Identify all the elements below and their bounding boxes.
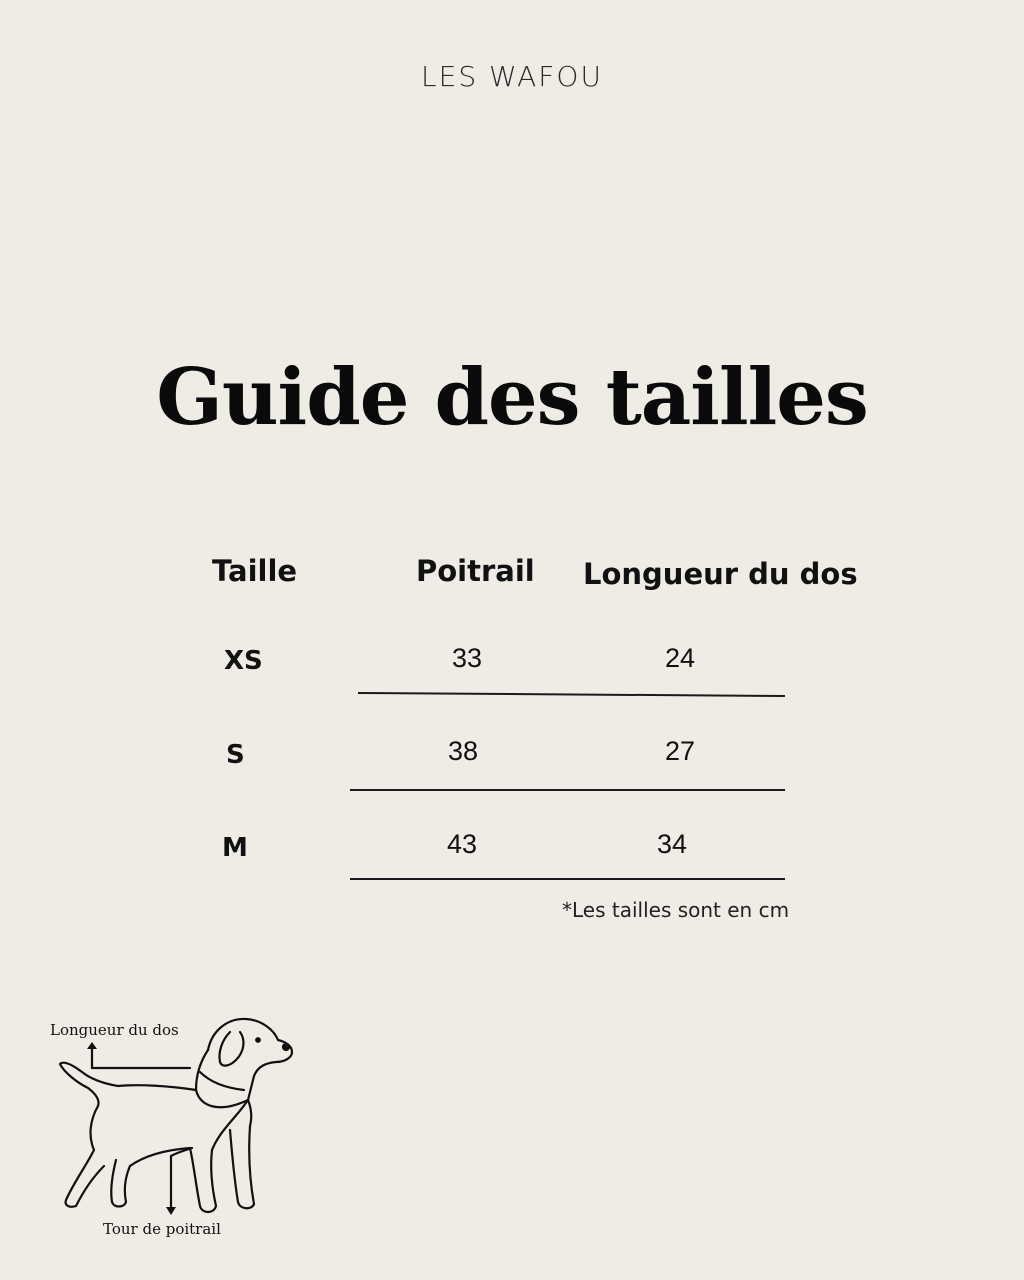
row-size-label: S bbox=[226, 740, 245, 770]
row-chest-value: 38 bbox=[448, 736, 479, 766]
header-taille: Taille bbox=[212, 554, 298, 588]
row-chest-value: 33 bbox=[452, 643, 483, 673]
row-divider bbox=[350, 878, 785, 880]
row-divider bbox=[350, 789, 785, 791]
brand-logo: LES WAFOU bbox=[421, 60, 603, 93]
units-note: *Les tailles sont en cm bbox=[562, 898, 790, 922]
page-title: Guide des tailles bbox=[156, 352, 868, 443]
label-longueur-du-dos: Longueur du dos bbox=[50, 1021, 179, 1039]
header-longueur-du-dos: Longueur du dos bbox=[583, 557, 858, 591]
row-size-label: M bbox=[222, 833, 248, 863]
row-chest-value: 43 bbox=[447, 829, 478, 859]
row-back-value: 24 bbox=[665, 643, 696, 673]
label-tour-de-poitrail: Tour de poitrail bbox=[103, 1220, 221, 1238]
measurement-illustration bbox=[40, 1010, 320, 1250]
dog-outline-icon bbox=[40, 1010, 320, 1250]
row-size-label: XS bbox=[224, 646, 263, 676]
header-poitrail: Poitrail bbox=[416, 554, 535, 588]
row-back-value: 34 bbox=[657, 829, 688, 859]
row-back-value: 27 bbox=[665, 736, 696, 766]
row-divider bbox=[358, 692, 785, 697]
